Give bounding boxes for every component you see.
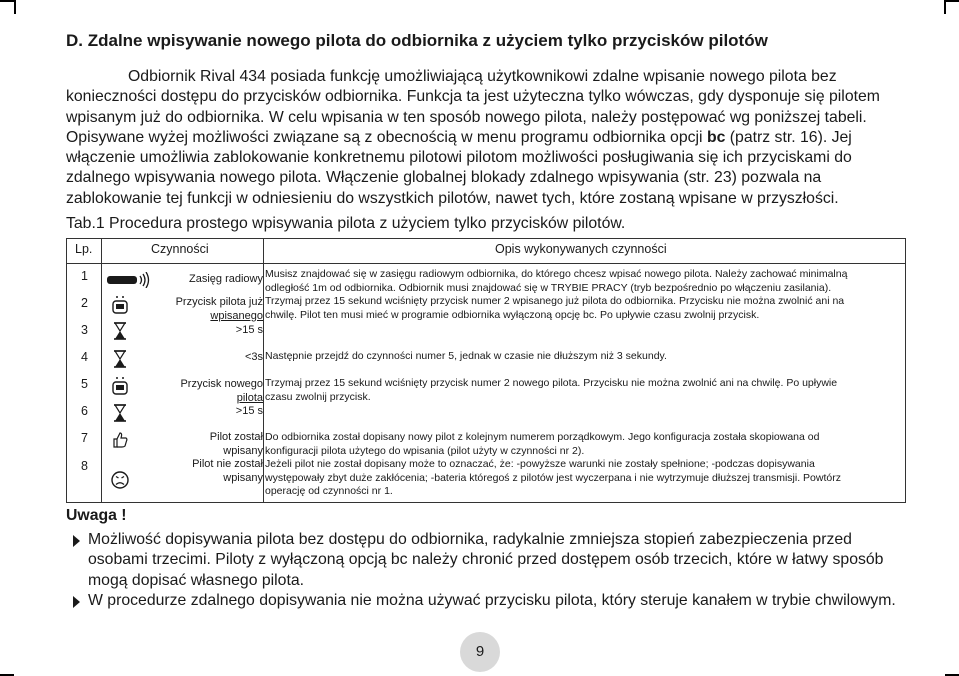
action-label: >15 s bbox=[235, 324, 263, 336]
button-press-icon bbox=[112, 375, 128, 395]
row-number: 8 bbox=[81, 459, 88, 473]
row-number: 7 bbox=[81, 431, 88, 445]
thumbs-up-icon bbox=[112, 431, 128, 449]
intro-line: Opisywane wyżej możliwości związane są z obecnością w menu programu odbiornika opcji bc (patrz str. 16). Jej bbox=[66, 128, 852, 146]
action-label: Pilot został wpisany bbox=[209, 431, 263, 457]
intro-line: konieczności dostępu do przycisków odbiornika. Funkcja ta jest użyteczna tylko wówczas, gdy dysponuje się pilotem bbox=[66, 88, 880, 106]
action-label: Przycisk pilota już wpisanego bbox=[175, 296, 263, 322]
sad-face-icon bbox=[111, 471, 129, 489]
description-text: Jeżeli pilot nie został dopisany może to oznaczać, że: -powyższe warunki nie zostały spełnione; -podczas dopisywania występowały zbyt duże zakłócenia; -bateria któregoś z pilotów jest wyczerpana i nie wytrzymuje dłuższej transmisji. Powtórz operację od czynności nr 1. bbox=[265, 458, 841, 497]
note-item bbox=[73, 530, 923, 592]
header-actions: Czynności bbox=[151, 242, 209, 256]
intro-line: Odbiornik Rival 434 posiada funkcję umożliwiającą użytkownikowi zdalne wpisanie nowego pilota bez bbox=[128, 68, 837, 85]
description-text: Trzymaj przez 15 sekund wciśnięty przycisk numer 2 wpisanego już pilota do odbiornika. Przycisku nie można zwolnić ani na chwilę. Pilot ten musi mieć w programie odbiornika wyłączoną opcję bc. Po upływie czasu zwolnij przycisk. bbox=[265, 295, 845, 321]
action-label: Pilot nie został wpisany bbox=[192, 458, 263, 484]
intro-paragraph bbox=[66, 67, 896, 209]
bullet-arrow-icon bbox=[73, 596, 80, 608]
remote-signal-icon bbox=[107, 272, 153, 288]
procedure-table bbox=[66, 238, 906, 503]
intro-line: włączenie umożliwia zablokowanie konkretnemu pilotowi pilotom możliwości posługiwania się ich przyciskami do bbox=[66, 149, 852, 167]
row-number: 5 bbox=[81, 377, 88, 391]
hourglass-icon bbox=[113, 322, 127, 340]
table-caption: Tab.1 Procedura prostego wpisywania pilota z użyciem tylko przycisków pilotów. bbox=[66, 215, 626, 232]
table-divider bbox=[67, 263, 905, 264]
warning-title: Uwaga ! bbox=[66, 507, 127, 524]
description-text: Do odbiornika został dopisany nowy pilot z kolejnym numerem porządkowym. Jego konfiguracja została skopiowana od konfiguracji pilota użytego do wpisania (pilot użyty w czynności nr 2). bbox=[265, 431, 820, 457]
bullet-arrow-icon bbox=[73, 535, 80, 547]
section-title: D. Zdalne wpisywanie nowego pilota do odbiornika z użyciem tylko przycisków pilotów bbox=[66, 31, 768, 50]
row-number: 4 bbox=[81, 350, 88, 364]
row-number: 1 bbox=[81, 269, 88, 283]
action-label: Zasięg radiowy bbox=[189, 273, 263, 285]
intro-line: zablokowanie tej funkcji w odniesieniu do wszystkich pilotów, nawet tych, które zostaną wpisane w przyszłości. bbox=[66, 189, 839, 207]
intro-line: zdalnego wpisywania nowego pilota. Włączenie globalnej blokady zdalnego wpisywania (str. 23) pozwala na bbox=[66, 169, 822, 187]
hourglass-icon bbox=[113, 350, 127, 368]
note-text: W procedurze zdalnego dopisywania nie można używać przycisku pilota, który steruje kanałem w trybie chwilowym. bbox=[88, 592, 896, 609]
header-lp: Lp. bbox=[75, 242, 93, 256]
crop-mark bbox=[0, 0, 14, 2]
option-bc: bc bbox=[706, 128, 726, 146]
header-description: Opis wykonywanych czynności bbox=[495, 242, 667, 256]
table-divider bbox=[101, 239, 102, 502]
note-item bbox=[73, 591, 923, 613]
intro-line: wpisanym już do odbiornika. W celu wpisania w ten sposób nowego pilota, należy postępować wg poniższej tabeli. bbox=[66, 108, 867, 126]
row-number: 3 bbox=[81, 323, 88, 337]
description-text: Musisz znajdować się w zasięgu radiowym odbiornika, do którego chcesz wpisać nowego pilota. Należy zachować minimalną odległość 1m od odbiornika. Odbiornik musi znajdować się w TRYBIE PRACY (tryb bezpośrednio po włączeniu zasilania). bbox=[265, 268, 848, 294]
crop-mark bbox=[14, 0, 16, 14]
action-label: <3s bbox=[244, 351, 263, 363]
button-press-icon bbox=[112, 294, 128, 314]
note-text: Możliwość dopisywania pilota bez dostępu do odbiornika, radykalnie zmniejsza stopień zabezpieczenia przed osobami trzecimi. Piloty z wyłączoną opcją bc należy chronić przed dostępem osób trzecich, które w łatwy sposób mogą dopisać własnego pilota. bbox=[88, 531, 884, 589]
crop-mark bbox=[944, 0, 946, 14]
page-number: 9 bbox=[460, 632, 500, 672]
action-label: Przycisk nowego pilota bbox=[180, 378, 263, 404]
row-number: 2 bbox=[81, 296, 88, 310]
hourglass-icon bbox=[113, 404, 127, 422]
description-text: Następnie przejdź do czynności numer 5, jednak w czasie nie dłuższym niż 3 sekundy. bbox=[265, 350, 667, 362]
description-text: Trzymaj przez 15 sekund wciśnięty przycisk numer 2 nowego pilota. Przycisku nie można zwolnić ani na chwilę. Po upływie czasu zwolnij przycisk. bbox=[265, 377, 838, 403]
action-label: >15 s bbox=[235, 405, 263, 417]
row-number: 6 bbox=[81, 404, 88, 418]
table-divider bbox=[263, 239, 264, 502]
crop-mark bbox=[945, 0, 959, 2]
